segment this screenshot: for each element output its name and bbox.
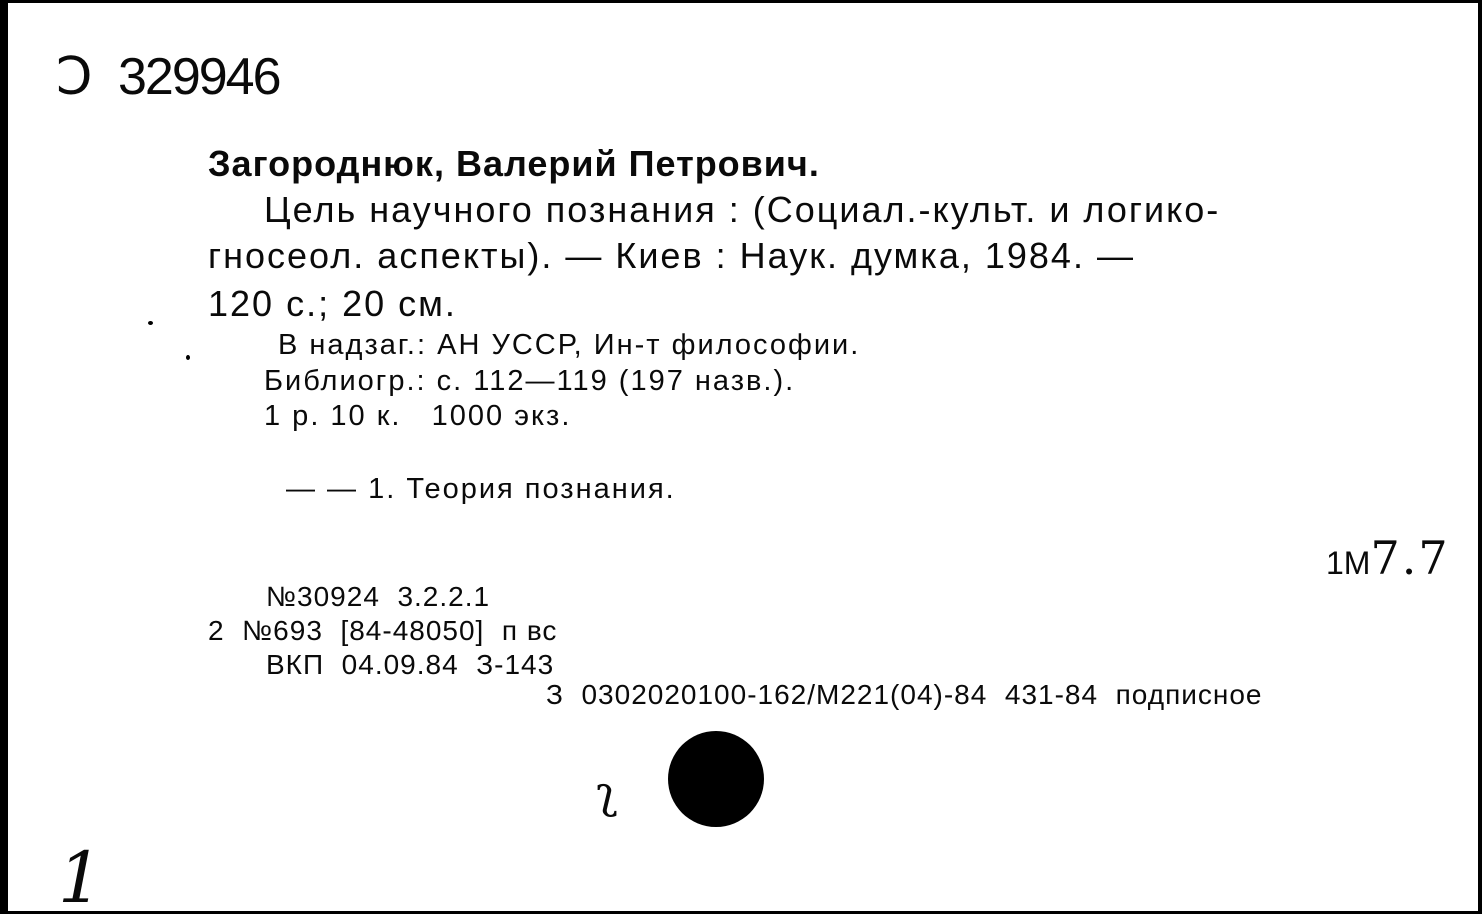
ink-speck (186, 355, 190, 360)
technical-line-1: №30924 3.2.2.1 (266, 581, 491, 612)
technical-line-2: 2 №693 [84-48050] п вс (208, 615, 558, 646)
title-line-2: гносеол. аспекты). — Киев : Наук. думка, 1984. — (208, 235, 1135, 276)
shelf-mark-printed: 1М (1326, 545, 1371, 581)
subject-heading: — — 1. Теория познания. (286, 473, 676, 505)
shelf-mark (1326, 531, 1450, 585)
technical-line-4: З 0302020100-162/М221(04)-84 431-84 подписное (546, 679, 1263, 710)
handwritten-mark: ʅ (596, 767, 618, 818)
note-line-3: 1 р. 10 к. 1000 экз. (264, 400, 572, 432)
call-number (56, 47, 280, 107)
note-line-1: В надзаг.: АН УССР, Ин-т философии. (278, 329, 861, 361)
call-number-mark: Ɔ (56, 47, 91, 107)
note-line-2: Библиогр.: с. 112—119 (197 назв.). (264, 365, 796, 397)
handwritten-number: 1 (58, 837, 103, 919)
punch-hole-dot (668, 731, 764, 827)
title-line-3: 120 с.; 20 см. (208, 283, 457, 324)
title-line-1: Цель научного познания : (Социал.-культ. и логико- (264, 189, 1221, 230)
ink-speck (148, 321, 153, 325)
call-number-value: 329946 (118, 48, 280, 106)
author-heading: Загороднюк, Валерий Петрович. (208, 143, 820, 184)
technical-line-3: ВКП 04.09.84 З-143 (266, 649, 555, 680)
shelf-mark-handwritten: 7.7 (1370, 531, 1450, 585)
